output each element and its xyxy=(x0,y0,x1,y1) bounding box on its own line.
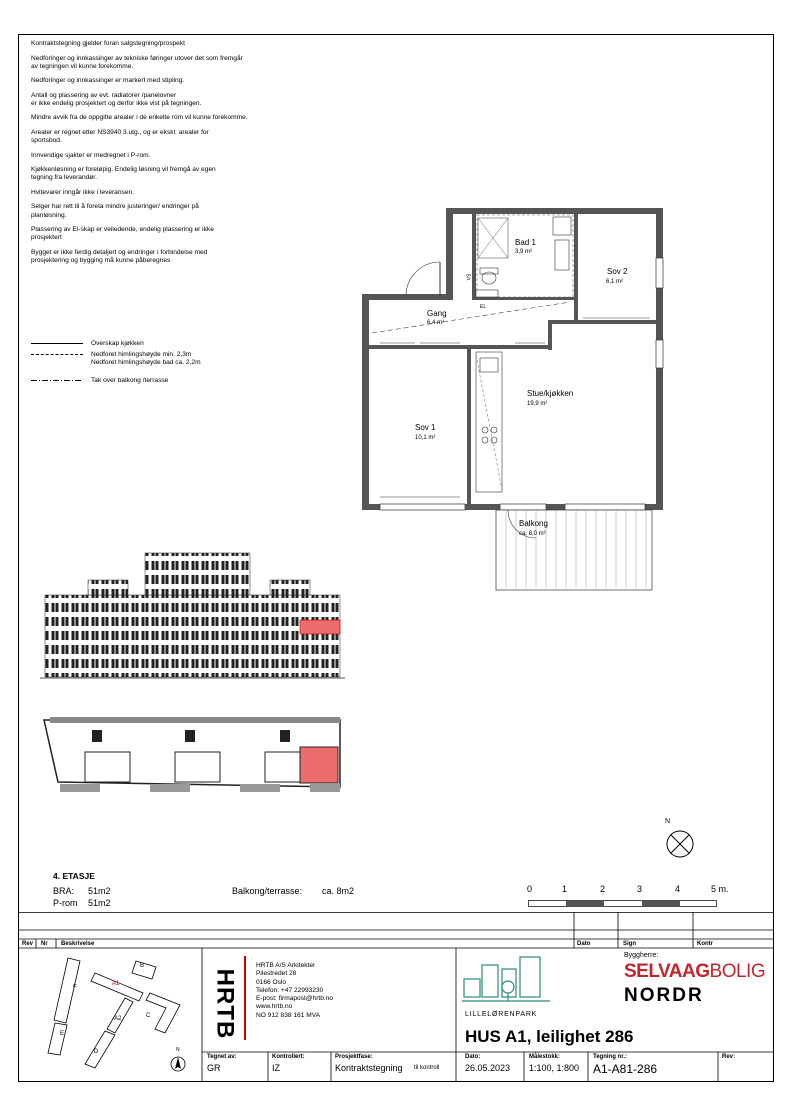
scale-label: 4 xyxy=(675,884,681,894)
room-area-bad: 3,9 m² xyxy=(515,249,533,255)
prom-label: P-rom xyxy=(53,898,78,908)
dato-label: Dato: xyxy=(465,1054,481,1060)
prosjektfase-label: Prosjektfase: xyxy=(335,1054,373,1060)
north-label: N xyxy=(665,818,671,825)
architect-info: HRTB A/S Arkitekter Pilestredet 28 0166 Oslo Telefon: +47 22993230 E-post: firmapost@hrtb.no www.hrtb.no NO 912 838 161 MVA xyxy=(256,962,334,1019)
note: Mindre avvik fra de oppgitte arealer i de enkelte rom vil kunne forekomme. xyxy=(31,114,248,122)
hrtb-logo: HRTB xyxy=(211,968,239,1040)
bra-label: BRA: xyxy=(53,886,75,896)
sign-header: Sign xyxy=(623,941,636,947)
highlighted-apartment xyxy=(300,620,340,634)
room-area-gang: 6,4 m² xyxy=(427,320,445,326)
scale-label: 1 xyxy=(562,884,568,894)
legend-label: Tak over balkong /terrasse xyxy=(91,377,169,384)
note: Antall og plassering av evt. radiatorer /panelovner er ikke endelig prosjektert og derfor ikke vist på tegningen. xyxy=(31,91,202,107)
kontr-header: Kontr xyxy=(697,941,713,947)
drawing-title: HUS A1, leilighet 286 xyxy=(465,1027,634,1046)
project-logo-text: LILLELØRENPARK xyxy=(465,1011,538,1018)
prosjektfase-note: til kontroll xyxy=(414,1065,440,1071)
kontrollert-label: Kontrollert: xyxy=(272,1054,305,1060)
note: Arealer er regnet etter NS3940 3.utg., og er ekskl. arealer for sportsbod. xyxy=(31,128,209,145)
tegning-label: Tegning nr.: xyxy=(593,1054,627,1060)
room-area-stue: 19,9 m² xyxy=(527,401,548,407)
client-label: Byggherre: xyxy=(624,952,659,959)
room-name-gang: Gang xyxy=(427,309,447,318)
site-label-d: D xyxy=(94,1049,99,1055)
floor-label: 4. ETASJE xyxy=(53,871,95,881)
site-label-b: B xyxy=(140,963,145,969)
client-brand-nordr: NORDR xyxy=(624,985,704,1006)
site-label-f: F xyxy=(73,985,77,991)
balkong-label: Balkong/terrasse: xyxy=(232,886,303,896)
tegnet-av-label: Tegnet av: xyxy=(207,1054,237,1060)
logo-divider xyxy=(244,956,246,1040)
note: Kontraktstegning gjelder foran salgstegning/prospekt xyxy=(31,40,185,47)
note: Bygget er ikke ferdig detaljert og endringer i forbindelse med prosjektering og bygging må kunne påberegnes xyxy=(31,248,208,264)
room-area-sov2: 6,1 m² xyxy=(606,279,624,285)
room-name-stue: Stue/kjøkken xyxy=(527,389,574,398)
site-label-c: C xyxy=(146,1013,151,1019)
solid-line-swatch xyxy=(31,343,83,344)
el-label: EL xyxy=(480,304,487,310)
facade-elevation xyxy=(40,545,345,685)
vs-label: VS xyxy=(466,273,473,281)
client-brand-part: BOLIG xyxy=(709,961,766,982)
note: Kjøkkenløsning er foreløpig. Endelig løsning vil fremgå av egen tegning fra leverandør. xyxy=(31,166,216,182)
client-brand-part: SELVAAG xyxy=(624,961,710,982)
prom-value: 51m2 xyxy=(88,898,111,908)
room-name-sov1: Sov 1 xyxy=(415,423,436,432)
scale-label: 3 xyxy=(637,884,643,894)
site-label-e: E xyxy=(60,1031,65,1037)
site-label-a1: A1 xyxy=(112,981,120,987)
note: Nedforinger og innkassinger av tekniske føringer utover det som fremgår av tegningen vil kunne forekomme. xyxy=(31,54,243,70)
note: Selger har rett til å foreta mindre justeringer/ endringer på planløsning. xyxy=(31,203,199,219)
client-brand-selvaag xyxy=(624,961,765,983)
dashdot-line-swatch xyxy=(31,379,83,382)
scale-bar xyxy=(528,900,718,908)
room-name-bad: Bad 1 xyxy=(515,238,536,247)
balkong-value: ca. 8m2 xyxy=(322,886,355,896)
scale-label: 2 xyxy=(600,884,606,894)
legend-label: Overskap kjøkken xyxy=(91,340,144,347)
nr-header: Nr xyxy=(41,941,48,947)
site-north-label: N xyxy=(176,1047,180,1053)
scale-label: 0 xyxy=(527,884,533,894)
note: Plassering av El-skap er veiledende, endelig plassering er ikke prosjektert xyxy=(31,226,214,242)
site-label-a2: A2 xyxy=(114,1016,122,1022)
notes-block xyxy=(31,40,321,271)
room-area-balkong: ca. 8,0 m² xyxy=(519,531,546,537)
beskrivelse-header: Beskrivelse xyxy=(61,941,95,947)
note: Hvitevarer inngår ikke i leveransen. xyxy=(31,188,134,196)
rev-label: Rev: xyxy=(722,1054,736,1060)
kontrollert-value: IZ xyxy=(272,1063,280,1073)
malestokk-label: Målestokk: xyxy=(529,1054,561,1060)
tegnet-av-value: GR xyxy=(207,1063,221,1073)
malestokk-value: 1:100, 1:800 xyxy=(529,1063,580,1073)
highlighted-apartment xyxy=(300,747,338,783)
note: Innvendige sjakter er medregnet i P-rom. xyxy=(31,151,151,159)
bra-value: 51m2 xyxy=(88,886,111,896)
tegning-value: A1-A81-286 xyxy=(593,1062,658,1076)
legend-label: Nedforet himlingshøyde min. 2,3m Nedforet himlingshøyde bad ca. 2,2m xyxy=(91,351,201,367)
building-plan-overview xyxy=(40,712,350,822)
dato-value: 26.05.2023 xyxy=(465,1063,511,1073)
rev-header: Rev xyxy=(22,941,34,947)
note: Nedforinger og innkassinger er markert med stipling. xyxy=(31,77,185,85)
room-name-balkong: Balkong xyxy=(519,519,548,528)
prosjektfase-value: Kontraktstegning xyxy=(335,1063,403,1073)
room-area-sov1: 10,1 m² xyxy=(415,435,436,441)
room-name-sov2: Sov 2 xyxy=(607,267,628,276)
dato-header: Dato xyxy=(577,941,591,947)
dashed-line-swatch xyxy=(31,354,83,355)
lillelorenpark-logo xyxy=(462,955,552,1013)
scale-label: 5 m. xyxy=(711,884,729,894)
